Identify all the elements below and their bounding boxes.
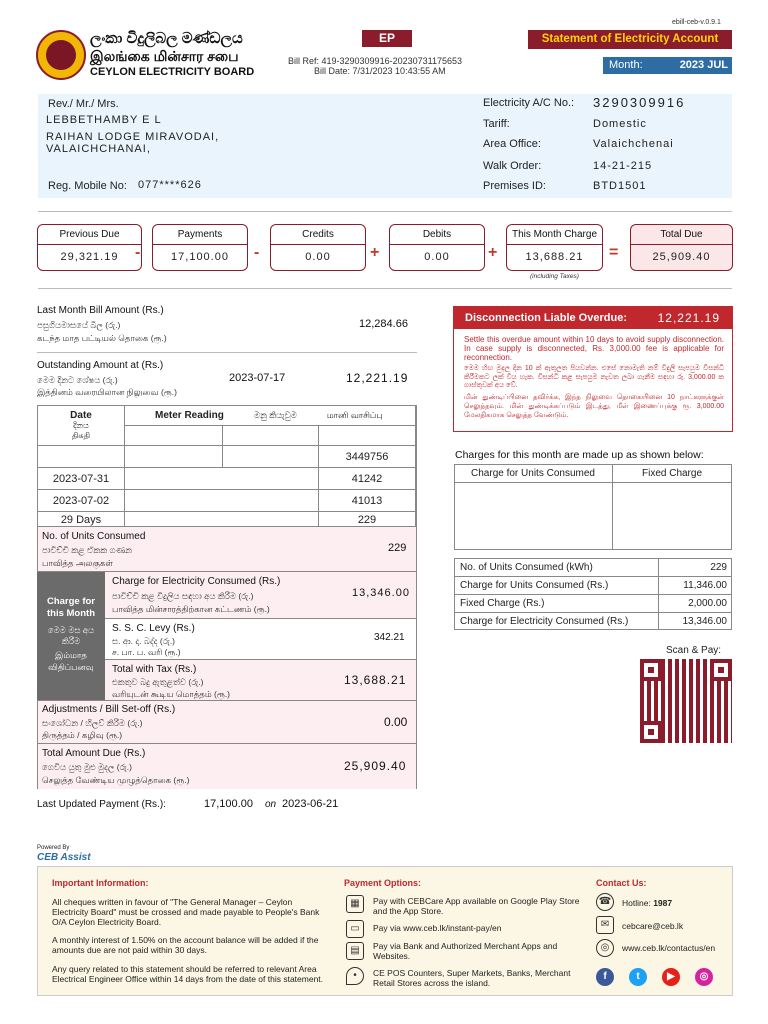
side-label2: this Month xyxy=(46,608,95,619)
breakdown-col2: Fixed Charge xyxy=(641,468,703,479)
meter-row1-reading: 3449756 xyxy=(319,446,416,468)
outstanding-si: මෙම දිනට ශේෂය (රු.) xyxy=(37,375,118,385)
payments-label: Payments xyxy=(153,225,247,245)
bank-icon: ▤ xyxy=(346,942,364,960)
last-payment-date: 2023-06-21 xyxy=(282,798,339,810)
units-ta: பாவித்த அலகுகள் xyxy=(42,558,113,568)
globe-icon: ◎ xyxy=(596,939,614,957)
previous-due-box xyxy=(37,224,142,271)
total-value: 25,909.40 xyxy=(344,759,407,773)
premises-label: Premises ID: xyxy=(483,180,546,192)
pay-3: Pay via Bank and Authorized Merchant Apps and Websites. xyxy=(373,941,558,961)
bd-unit-charge-row xyxy=(455,577,731,595)
location-icon: • xyxy=(346,967,364,985)
salutation: Rev./ Mr./ Mrs. xyxy=(48,98,119,110)
outstanding-value: 12,221.19 xyxy=(346,371,409,385)
units-label: No. of Units Consumed xyxy=(42,531,146,542)
ssc-label: S. S. C. Levy (Rs.) xyxy=(112,623,195,634)
side-ta1: இம்மாத xyxy=(55,650,87,660)
disconnection-notice xyxy=(453,306,733,432)
bill-date: Bill Date: 7/31/2023 10:43:55 AM xyxy=(314,66,446,76)
bill-ref: Bill Ref: 419-3290309916-20230731175653 xyxy=(288,56,462,66)
tax-ta: வரியுடன் கூடிய மொத்தம் (ரூ.) xyxy=(112,689,231,699)
summary-divider-top xyxy=(38,211,732,212)
account-value: 3290309916 xyxy=(593,95,686,110)
hotline-label: Hotline: xyxy=(622,898,651,908)
mobile-label: Reg. Mobile No: xyxy=(48,180,127,192)
important-3: Any query related to this statement should be referred to relevant Area Electrical Engineer Office within 14 days from the date of this statement. xyxy=(52,964,324,984)
month-box xyxy=(603,57,732,74)
month-label: Month: xyxy=(609,59,643,71)
ep-badge: EP xyxy=(362,30,412,47)
this-month-box xyxy=(506,224,603,271)
credits-label: Credits xyxy=(271,225,365,245)
footer-panel xyxy=(37,866,733,996)
qr-code[interactable] xyxy=(640,659,732,743)
adj-label: Adjustments / Bill Set-off (Rs.) xyxy=(42,704,176,715)
credits-box xyxy=(270,224,366,271)
this-month-label: This Month Charge xyxy=(507,225,602,245)
bd-units-value: 229 xyxy=(710,562,727,573)
total-ta: செலுத்த வேண்டிய முழுத்தொகை (ரூ.) xyxy=(42,775,190,785)
twitter-icon[interactable]: t xyxy=(629,968,647,986)
divider xyxy=(37,352,417,353)
op-minus-2: - xyxy=(254,244,260,261)
last-month-si: පසුගියමාසයේ බිල (රු.) xyxy=(37,320,121,330)
bd-fixed-label: Fixed Charge (Rs.) xyxy=(460,598,545,609)
account-label: Electricity A/C No.: xyxy=(483,97,575,109)
breakdown-chart-header-line xyxy=(454,482,732,483)
adj-value: 0.00 xyxy=(384,715,408,729)
ceb-assist-logo: CEB Assist xyxy=(37,852,91,863)
pay-4: CE POS Counters, Super Markets, Banks, Merchant Retail Stores across the island. xyxy=(373,968,571,988)
area-label: Area Office: xyxy=(483,138,541,150)
op-plus-2: + xyxy=(488,244,498,261)
side-si2: කිරීම xyxy=(61,636,81,646)
meter-cell xyxy=(38,446,125,468)
bd-fixed-row xyxy=(455,595,731,613)
ssc-value: 342.21 xyxy=(374,632,405,643)
contact-website[interactable]: www.ceb.lk/contactus/en xyxy=(622,943,716,953)
org-name-tamil: இலங்கை மின்சார சபை xyxy=(90,48,239,64)
pay-2[interactable]: Pay via www.ceb.lk/instant-pay/en xyxy=(373,923,502,933)
bd-elec-value: 13,346.00 xyxy=(682,616,727,627)
tariff-value: Domestic xyxy=(593,118,647,130)
this-month-value: 13,688.21 xyxy=(525,251,584,263)
op-plus-1: + xyxy=(370,244,380,261)
breakdown-col1: Charge for Units Consumed xyxy=(471,468,595,479)
meter-reading-table xyxy=(37,405,417,527)
tax-label: Total with Tax (Rs.) xyxy=(112,664,197,675)
total-si: ගෙවිය යුතු මුළු මුදල (රු.) xyxy=(42,762,132,772)
mobile-value: 077****626 xyxy=(138,179,202,191)
disconnection-text-en: Settle this overdue amount within 10 days to avoid supply disconnection. In case supply is disconnected, Rs. 3,000.00 fee is applicable for reconnection. xyxy=(464,335,724,362)
powered-by: Powered By xyxy=(37,845,70,851)
customer-name: LEBBETHAMBY E L xyxy=(46,114,162,126)
total-due-box xyxy=(630,224,733,271)
bd-units-label: No. of Units Consumed (kWh) xyxy=(460,562,593,573)
important-1: All cheques written in favour of "The General Manager – Ceylon Electricity Board" must be crossed and made payable to People's Bank O/A Ceylon Electricity Board. xyxy=(52,897,320,927)
email-icon: ✉ xyxy=(596,916,614,934)
phone-icon: ☎ xyxy=(596,893,614,911)
disconnection-header xyxy=(454,307,732,329)
disconnection-text-si: මෙම හිඟ මුදල දින 10 ක් ඇතුලත පියවන්න. එසේ නොමැති නම් විදුලි සැපයුම විසන්ධි කිරීමකට ලක් විය හැක. විසන්ධි කළ සැපයුම නැවත ලබා ගැනීම සඳහා රු. 3,000.00 ක ගාස්තුවක් අය වේ. xyxy=(464,365,724,389)
tax-value: 13,688.21 xyxy=(344,673,407,687)
scan-pay-label: Scan & Pay: xyxy=(666,645,722,656)
meter-cell xyxy=(125,490,319,512)
tax-si: එකතුව බදු ඇතුළත්ව (රු.) xyxy=(112,677,204,687)
total-label: Total Amount Due (Rs.) xyxy=(42,748,146,759)
address-line2: VALAICHCHANAI, xyxy=(46,143,151,155)
walk-value: 14-21-215 xyxy=(593,160,653,172)
youtube-icon[interactable]: ▶ xyxy=(662,968,680,986)
meter-cell xyxy=(223,446,319,468)
meter-cell xyxy=(319,426,416,446)
pay-1: Pay with CEBCare App available on Google Play Store and the App Store. xyxy=(373,896,580,916)
ssc-ta: ச. பா. ப. வரி (ரூ.) xyxy=(112,647,181,657)
breakdown-title: Charges for this month are made up as shown below: xyxy=(455,449,704,461)
side-ta2: விதிப்பனவு xyxy=(48,662,94,672)
last-month-value: 12,284.66 xyxy=(359,318,408,330)
summary-divider-bottom xyxy=(38,288,732,289)
last-payment-label: Last Updated Payment (Rs.): xyxy=(37,799,166,810)
meter-row4-days: 29 Days xyxy=(38,512,125,528)
version-label: ebill-ceb-v.0.9.1 xyxy=(672,19,721,26)
ceb-logo xyxy=(36,30,86,80)
debits-label: Debits xyxy=(390,225,484,245)
meter-row2-date: 2023-07-31 xyxy=(38,468,125,490)
elec-value: 13,346.00 xyxy=(352,587,410,599)
mobile-app-icon: ▦ xyxy=(346,895,364,913)
org-name-sinhala: ලංකා විදුලිබල මණ්ඩලය xyxy=(90,30,243,47)
side-si1: මෙම මස අය xyxy=(47,625,95,635)
outstanding-date: 2023-07-17 xyxy=(229,372,286,384)
adj-si: සංශෝධන / හිලව් කිරීම (රු.) xyxy=(42,718,143,728)
breakdown-table-divider xyxy=(658,558,659,630)
units-row xyxy=(38,527,416,572)
bd-elec-row xyxy=(455,613,731,631)
adjustments-row xyxy=(38,701,416,744)
address-line1: RAIHAN LODGE MIRAVODAI, xyxy=(46,131,220,143)
meter-row4-units: 229 xyxy=(319,512,416,528)
statement-title: Statement of Electricity Account xyxy=(528,30,732,49)
customer-block xyxy=(38,94,732,198)
previous-due-label: Previous Due xyxy=(38,225,141,245)
meter-cell xyxy=(125,426,223,446)
bd-fixed-value: 2,000.00 xyxy=(688,598,727,609)
payment-head: Payment Options: xyxy=(344,878,422,888)
area-value: Valaichchenai xyxy=(593,138,674,150)
total-due-value: 25,909.40 xyxy=(652,251,711,263)
outstanding-label: Outstanding Amount at (Rs.) xyxy=(37,360,164,371)
adj-ta: திருத்தம் / கழிவு (ரூ.) xyxy=(42,730,123,740)
contact-head: Contact Us: xyxy=(596,878,647,888)
op-minus-1: - xyxy=(135,244,141,261)
last-payment-on: on xyxy=(265,799,277,810)
disconnection-text-ta: மின் துண்டிப்பினை தவிர்க்க, இந்த நிலுவை தொகையினை 10 நாட்களுக்குள் செலுத்தவும். மின் துண்டிக்கப்படும் இடத்து, மீள் இணைப்புக்கு ரூ. 3,000.00 மேலதிகமாக செலுத்த வேண்டும். xyxy=(464,394,724,419)
facebook-icon[interactable]: f xyxy=(596,968,614,986)
elec-label: Charge for Electricity Consumed (Rs.) xyxy=(112,576,281,587)
outstanding-ta: இத்தினம் வரையிலான நிலுவை (ரூ.) xyxy=(37,387,177,397)
breakdown-table xyxy=(454,558,732,630)
credits-value: 0.00 xyxy=(305,251,331,263)
debits-box xyxy=(389,224,485,271)
debits-value: 0.00 xyxy=(424,251,450,263)
charge-this-month-side-label xyxy=(37,572,105,700)
payments-value: 17,100.00 xyxy=(171,251,229,263)
meter-row2-reading: 41242 xyxy=(319,468,416,490)
premises-value: BTD1501 xyxy=(593,180,647,192)
last-month-label: Last Month Bill Amount (Rs.) xyxy=(37,305,164,316)
elec-ta: பாவித்த மின்சாரத்திற்கான கட்டணம் (ரூ.) xyxy=(112,604,270,614)
meter-cell xyxy=(125,512,319,528)
units-si: පාවිච්චි කළ ඒකක ගණන xyxy=(42,545,133,555)
elec-si: පාවිච්චි කළ විදුලිය සඳහා අය කිරීම (රු.) xyxy=(112,591,254,601)
last-payment-value: 17,100.00 xyxy=(204,798,253,810)
payments-box xyxy=(152,224,248,271)
contact-email[interactable]: cebcare@ceb.lk xyxy=(622,921,684,931)
meter-cell xyxy=(223,426,319,446)
important-2: A monthly interest of 1.50% on the account balance will be added if the amounts due are not paid within 30 days. xyxy=(52,935,319,955)
previous-due-value: 29,321.19 xyxy=(60,251,119,263)
important-head: Important Information: xyxy=(52,878,149,888)
hotline-value: 1987 xyxy=(653,898,673,908)
meter-row3-reading: 41013 xyxy=(319,490,416,512)
side-label1: Charge for xyxy=(46,596,96,607)
units-value: 229 xyxy=(388,542,407,554)
meter-cell xyxy=(125,468,319,490)
month-value: 2023 JUL xyxy=(679,59,728,71)
tariff-label: Tariff: xyxy=(483,118,510,130)
op-equals: = xyxy=(609,244,619,261)
hotline xyxy=(622,898,672,908)
ssc-si: ස. ආ. දා. බද්ද (රු.) xyxy=(112,636,176,646)
meter-cell xyxy=(125,446,223,468)
web-icon: ▭ xyxy=(346,920,364,938)
last-month-ta: கடந்த மாத பட்டியல் தொகை (ரூ.) xyxy=(37,333,167,343)
meter-row3-date: 2023-07-02 xyxy=(38,490,125,512)
bd-unit-charge-value: 11,346.00 xyxy=(683,580,727,591)
total-due-label: Total Due xyxy=(631,225,732,245)
bd-elec-label: Charge for Electricity Consumed (Rs.) xyxy=(460,616,629,627)
org-name-english: CEYLON ELECTRICITY BOARD xyxy=(90,66,255,78)
including-taxes-note: (including Taxes) xyxy=(530,273,579,280)
date-header: Date දිනය திகதி xyxy=(38,406,125,446)
meter-reading-header: Meter Reading මනු කියැවුම மானி வாசிப்பு xyxy=(125,406,416,426)
bd-unit-charge-label: Charge for Units Consumed (Rs.) xyxy=(460,580,609,591)
disconnection-amount: 12,221.19 xyxy=(657,311,720,325)
disconnection-title: Disconnection Liable Overdue: xyxy=(465,312,627,324)
instagram-icon[interactable]: ◎ xyxy=(695,968,713,986)
bd-units-row xyxy=(455,559,731,577)
total-due-row xyxy=(38,744,416,789)
walk-label: Walk Order: xyxy=(483,160,542,172)
